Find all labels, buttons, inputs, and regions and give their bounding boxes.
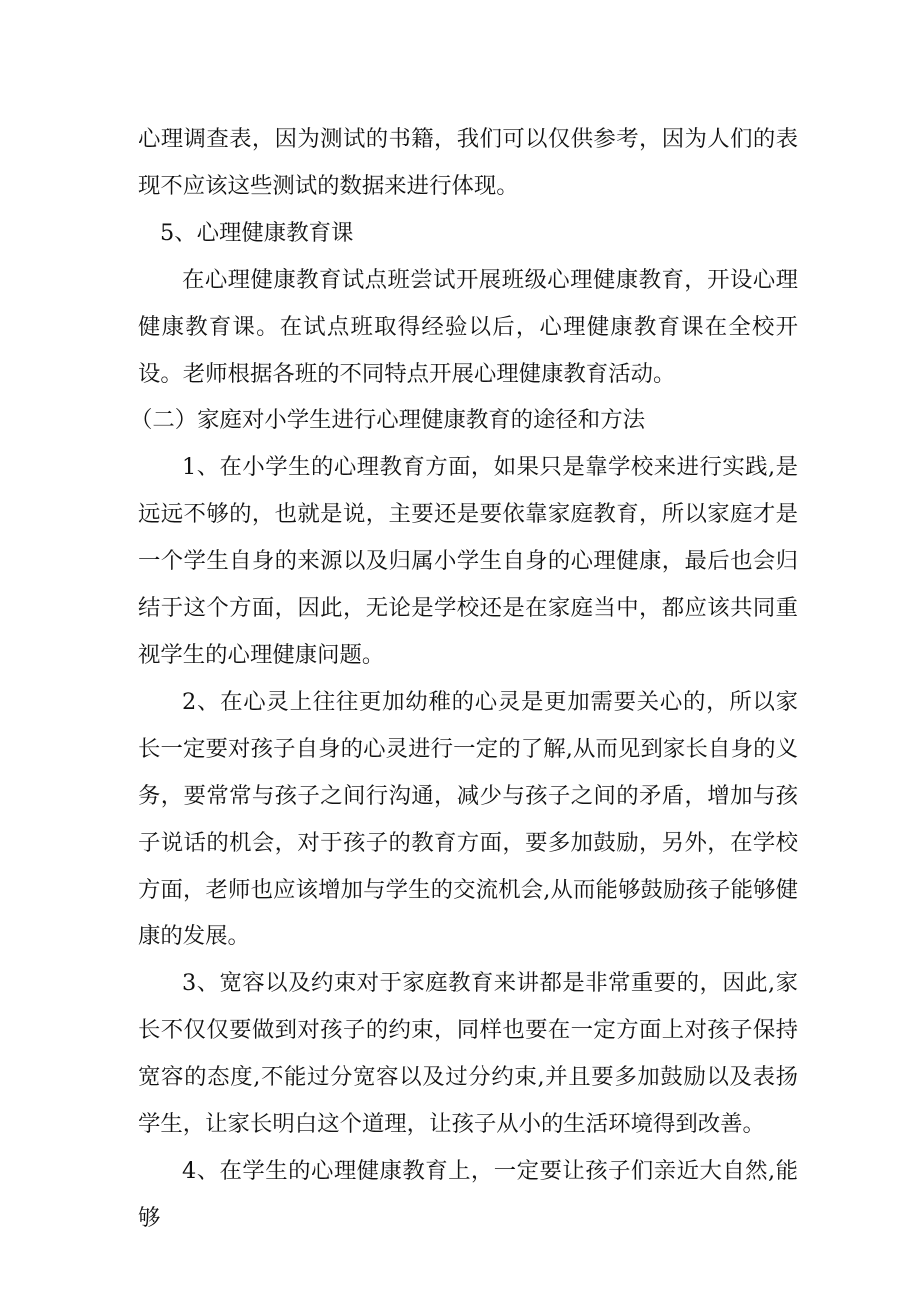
paragraph-item-3: 3、宽容以及约束对于家庭教育来讲都是非常重要的，因此,家长不仅仅要做到对孩子的约束，同样也要在一定方面上对孩子保持宽容的态度,不能过分宽容以及过分约束,并且要多加鼓励以及表扬学生，让家长明白这个道理，让孩子从小的生活环境得到改善。 bbox=[138, 970, 798, 1138]
paragraph-item-1: 1、在小学生的心理教育方面，如果只是靠学校来进行实践,是远远不够的，也就是说，主要还是要依靠家庭教育，所以家庭才是一个学生自身的来源以及归属小学生自身的心理健康，最后也会归结于这个方面，因此，无论是学校还是在家庭当中，都应该共同重视学生的心理健康问题。 bbox=[138, 454, 798, 668]
paragraph-item-2: 2、在心灵上往往更加幼稚的心灵是更加需要关心的，所以家长一定要对孩子自身的心灵进行一定的了解,从而见到家长自身的义务，要常常与孩子之间行沟通，减少与孩子之间的矛盾，增加与孩子说话的机会，对于孩子的教育方面，要多加鼓励，另外，在学校方面，老师也应该增加与学生的交流机会,从而能够鼓励孩子能够健康的发展。 bbox=[138, 688, 798, 950]
paragraph-course: 在心理健康教育试点班尝试开展班级心理健康教育，开设心理健康教育课。在试点班取得经验以后，心理健康教育课在全校开设。老师根据各班的不同特点开展心理健康教育活动。 bbox=[138, 266, 798, 387]
paragraph-continuation: 心理调查表，因为测试的书籍，我们可以仅供参考，因为人们的表现不应该这些测试的数据来进行体现。 bbox=[138, 126, 798, 199]
section-heading-5: 5、心理健康教育课 bbox=[160, 219, 354, 246]
paragraph-item-4: 4、在学生的心理健康教育上，一定要让孩子们亲近大自然,能够 bbox=[138, 1157, 798, 1231]
document-body bbox=[130, 116, 798, 1242]
section-heading-family: （二）家庭对小学生进行心理健康教育的途径和方法 bbox=[130, 407, 645, 434]
